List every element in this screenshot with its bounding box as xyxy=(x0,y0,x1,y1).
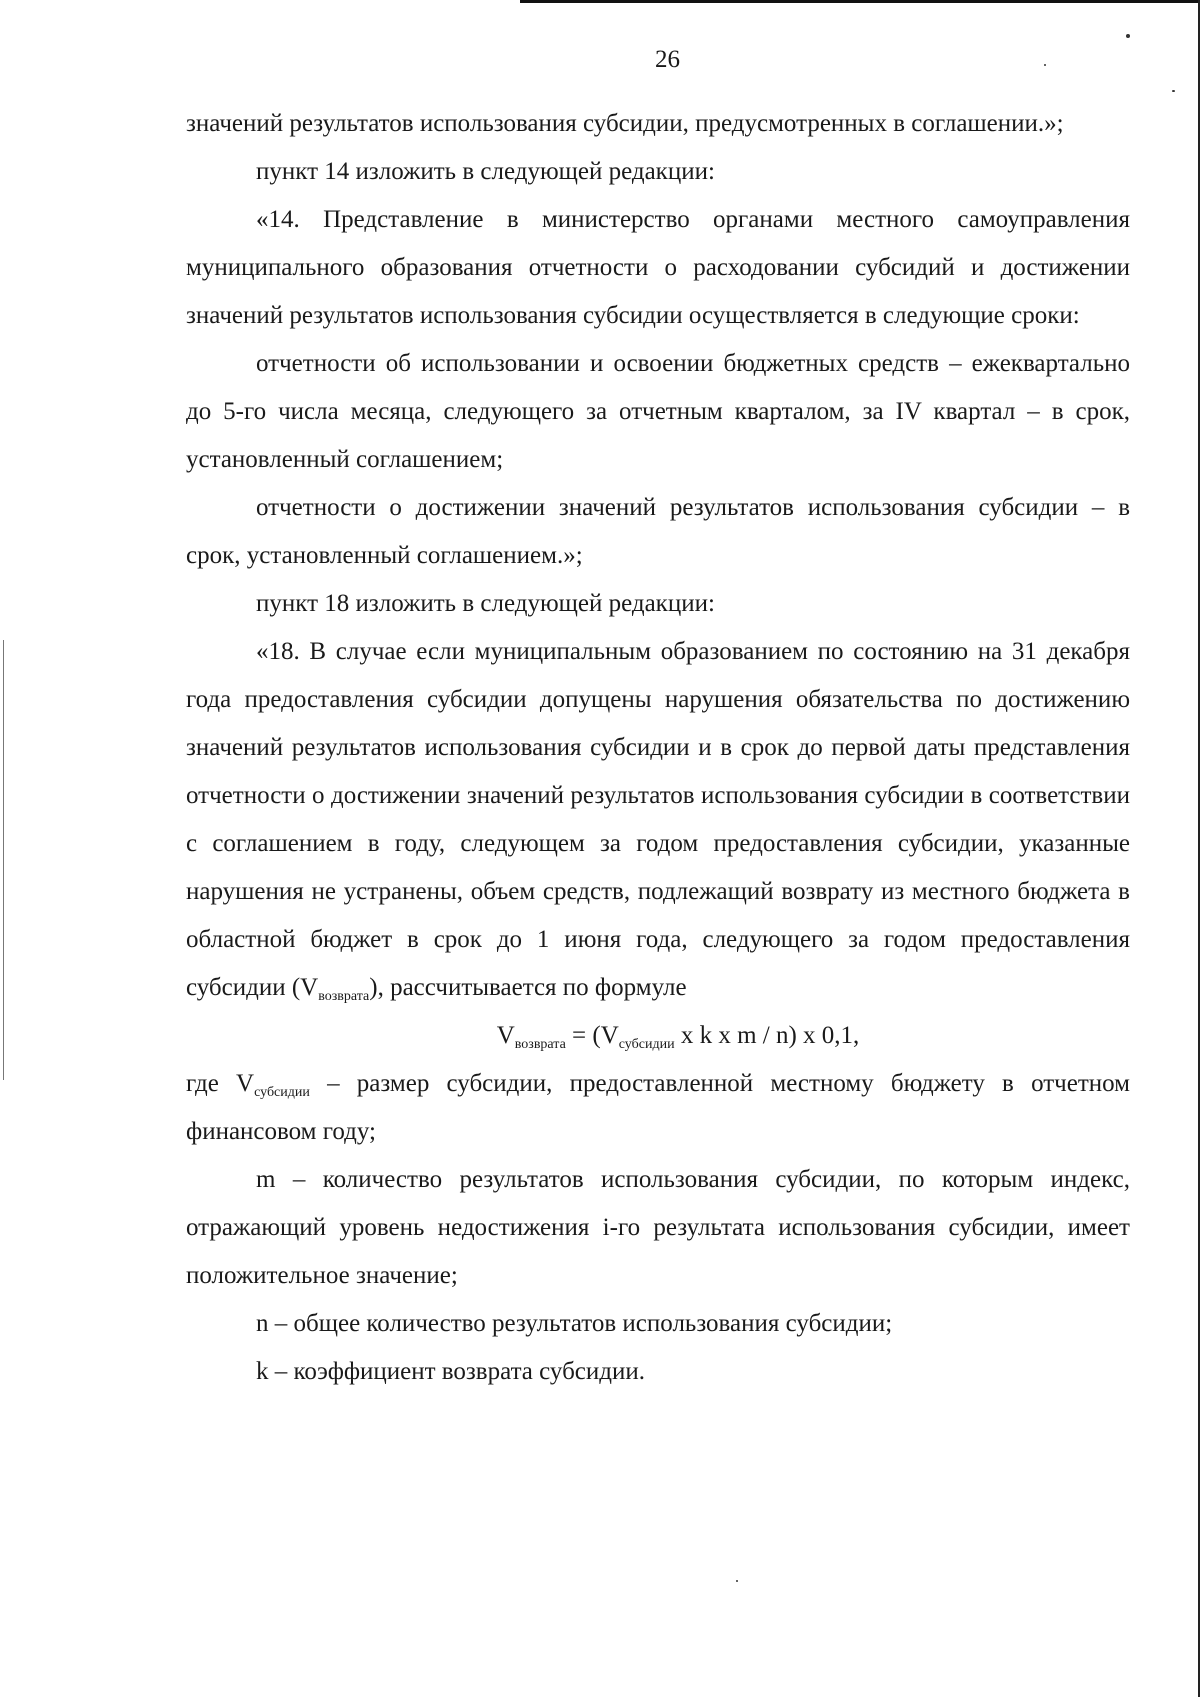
paragraph-text: «18. В случае если муниципальным образованием по состоянию на 31 декабря года предоставления субсидии допущены нарушения обязательства по достижению значений результатов использования субсидии и в срок до первой даты представления отчетности о достижении значений результатов использования субсидии в соответствии с соглашением в году, следующем за годом предоставления субсидии, указанные нарушения не устранены, объем средств, подлежащий возврату из местного бюджета в областной бюджет в срок до 1 июня года, следующего за годом предоставления субсидии (V xyxy=(186,638,1130,1001)
subscript: субсидии xyxy=(618,1037,675,1052)
document-body xyxy=(186,100,1130,1396)
formula xyxy=(186,1012,1130,1060)
formula-rest: x k x m / n) x 0,1, xyxy=(674,1022,860,1049)
paragraph-text: ), рассчитывается по формуле xyxy=(369,974,687,1001)
formula-eq: = (V xyxy=(565,1022,619,1049)
paragraph: пункт 18 изложить в следующей редакции: xyxy=(256,590,715,617)
scan-speck xyxy=(1172,90,1175,92)
page-number: 26 xyxy=(655,46,680,73)
paragraph: n – общее количество результатов использования субсидии; xyxy=(256,1310,893,1337)
subscript: возврата xyxy=(514,1037,566,1052)
paragraph: отчетности об использовании и освоении бюджетных средств – ежеквартально до 5-го числа месяца, следующего за отчетным кварталом, за IV квартал – в срок, установленный соглашением; xyxy=(186,350,1130,473)
paragraph-text: – размер субсидии, предоставленной местному бюджету в отчетном финансовом году; xyxy=(186,1070,1130,1145)
scan-left-edge xyxy=(3,640,4,1080)
subscript: субсидии xyxy=(254,1085,310,1100)
paragraph: отчетности о достижении значений результатов использования субсидии – в срок, установленный соглашением.»; xyxy=(186,494,1130,569)
scan-speck xyxy=(736,1580,738,1582)
paragraph xyxy=(186,1060,1130,1156)
paragraph-text: где V xyxy=(186,1070,255,1097)
scan-top-edge xyxy=(520,0,1200,3)
paragraph: m – количество результатов использования субсидии, по которым индекс, отражающий уровень недостижения i-го результата использования субсидии, имеет положительное значение; xyxy=(186,1166,1130,1289)
formula-lhs: V xyxy=(496,1022,515,1049)
paragraph: пункт 14 изложить в следующей редакции: xyxy=(256,158,715,185)
scan-speck xyxy=(1126,34,1130,38)
subscript: возврата xyxy=(318,989,370,1004)
paragraph: k – коэффициент возврата субсидии. xyxy=(256,1358,646,1385)
paragraph: «14. Представление в министерство органами местного самоуправления муниципального образования отчетности о расходовании субсидий и достижении значений результатов использования субсидии осуществляется в следующие сроки: xyxy=(186,206,1130,329)
paragraph: значений результатов использования субсидии, предусмотренных в соглашении.»; xyxy=(186,110,1064,137)
paragraph xyxy=(186,628,1130,1012)
